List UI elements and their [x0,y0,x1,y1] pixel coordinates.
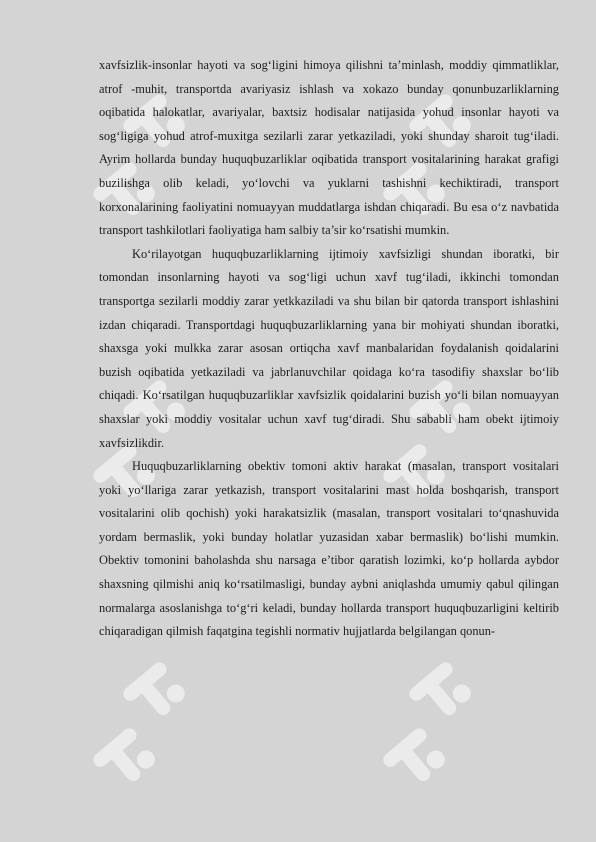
paragraph-objective-side: Huquqbuzarliklarning obektiv tomoni aktiv harakat (masalan, transport vositalari yoki yo‘llariga zarar yetkazish, transport vositalarini mast holda boshqarish, transport vositalarini olib qochish) yoki harakatsizlik (masalan, transport vositalari to‘qnashuvida yordam bermaslik, yoki bunday holatlar yuzasidan xabar bermaslik) bo‘lishi mumkin. Obektiv tomonini baholashda shu narsaga e’tibor qaratish lozimki, ko‘p hollarda aybdor shaxsning qilmishi aniq ko‘rsatilmasligi, bunday aybni aniqlashda umumiy qabul qilingan normalarga asoslanishga to‘g‘ri keladi, bunday hollarda transport huquqbuzarligini keltirib chiqaradigan qilmish faqatgina tegishli normativ hujjatlarda belgilangan qonun- [99,459,559,639]
watermark-logo-icon [82,716,162,796]
paragraph-social-danger: Ko‘rilayotgan huquqbuzarliklarning ijtimoiy xavfsizligi shundan iboratki, bir tomondan insonlarning hayoti va sog‘ligi uchun xavf tug‘iladi, ikkinchi tomondan transportga sezilarli moddiy zarar yetkkaziladi va shu bilan bir qatorda transport ishlashini izdan chiqaradi. Transportdagi huquqbuzarliklarning yana bir mohiyati shundan iboratki, shaxsga yoki mulkka zarar asosan ortiqcha xavf manbalaridan foydalanish qoidalarini buzish oqibatida yetkaziladi va jabrlanuvchilar qoidaga ko‘ra tasodifiy shaxslar bo‘lib chiqadi. Ko‘rsatilgan huquqbuzarliklar xavfsizlik qoidalarini buzish yo‘li bilan nomuayyan shaxslar yoki moddiy vositalar uchun xavf tug‘diradi. Shu sababli ham obekt ijtimoiy xavfsizlikdir. [99,246,559,450]
watermark-logo [372,716,452,796]
document-body [99,54,559,644]
paragraph-continuation: xavfsizlik-insonlar hayoti va sog‘ligini himoya qilishni ta’minlash, moddiy qimmatliklar, atrof -muhit, transportda avariyasiz ishlash va xokazo bunday qonunbuzarliklarning oqibatida halokatlar, avariyalar, baxtsiz hodisalar natijasida yohud insonlar hayoti va sog‘ligiga yohud atrof-muxitga sezilarli zarar yetkaziladi, yoki shunday sharoit tug‘iladi. Ayrim hollarda bunday huquqbuzarliklar oqibatida transport vositalarining harakat grafigi buzilishga olib keladi, yo‘lovchi va yuklarni tashishni kechiktiradi, transport korxonalarining faoliyatini nomuayyan muddatlarga ishdan chiqaradi. Bu esa o‘z navbatida transport tashkilotlari faoliyatiga ham salbiy ta’sir ko‘rsatishi mumkin. [99,58,559,238]
watermark-logo [82,716,162,796]
watermark-logo-icon [372,716,452,796]
